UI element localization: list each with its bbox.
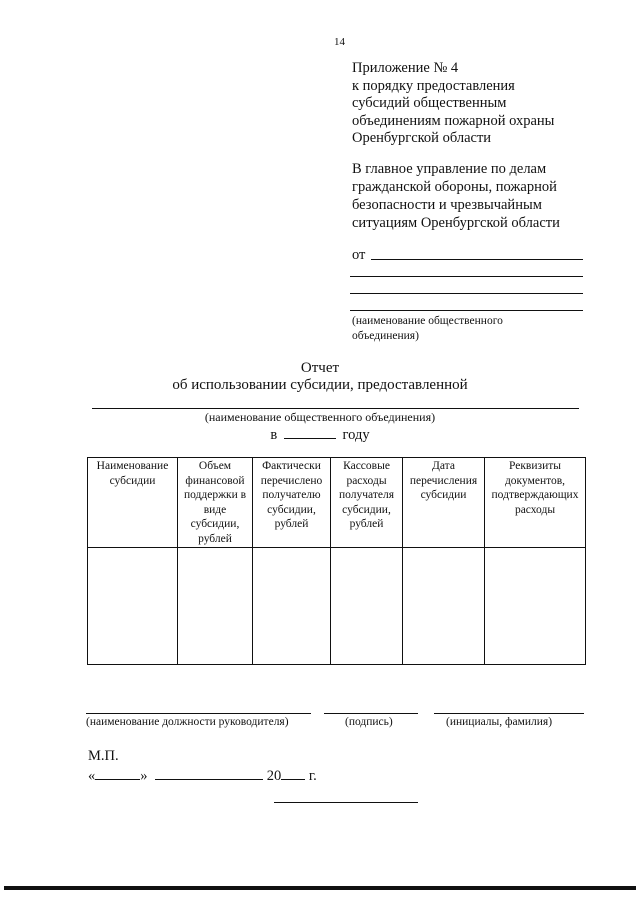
stamp-place: М.П.: [88, 748, 119, 764]
name-caption: (инициалы, фамилия): [446, 716, 553, 728]
from-underline: [350, 310, 583, 311]
org-underline: [92, 408, 579, 409]
table-cell: [403, 548, 485, 665]
page-bottom-edge: [4, 886, 636, 890]
table-header-cell: Наименование субсидии: [88, 458, 178, 548]
date-close-quote: »: [140, 768, 148, 784]
table-cell: [88, 548, 178, 665]
bottom-signature-line: [274, 802, 418, 803]
table-header-cell: Фактически перечислено получателю субсидии, рублей: [253, 458, 331, 548]
month-blank: [155, 767, 263, 780]
position-underline: [86, 713, 311, 714]
year-suffix: году: [342, 427, 370, 443]
table-cell: [178, 548, 253, 665]
appendix-line: субсидий общественным: [352, 95, 507, 111]
year-blank: [281, 767, 305, 780]
table-cell: [253, 548, 331, 665]
date-open-quote: «: [88, 768, 96, 784]
addressee-line: В главное управление по делам: [352, 161, 547, 177]
table-header-cell: Реквизиты документов, подтверждающих расходы: [485, 458, 586, 548]
from-underline: [350, 293, 583, 294]
year-row: [0, 426, 640, 444]
table-header-cell: Дата перечисления субсидии: [403, 458, 485, 548]
table-header-cell: Кассовые расходы получателя субсидии, рублей: [331, 458, 403, 548]
table-header-cell: Объем финансовой поддержки в виде субсидии, рублей: [178, 458, 253, 548]
addressee-block: [352, 160, 560, 232]
date-year-suffix: г.: [308, 768, 317, 784]
subsidy-report-table: [87, 457, 586, 665]
addressee-line: гражданской обороны, пожарной: [352, 179, 557, 195]
appendix-line: к порядку предоставления: [352, 77, 515, 94]
signature-caption: (подпись): [345, 716, 393, 728]
date-row: [88, 767, 317, 785]
report-subtitle: об использовании субсидии, предоставленной: [172, 377, 468, 393]
appendix-line: объединениям пожарной охраны: [352, 112, 555, 129]
table-header-row: [88, 458, 586, 548]
from-label: от: [352, 247, 366, 263]
table-cell: [331, 548, 403, 665]
appendix-block: [352, 60, 554, 148]
date-year-prefix: 20: [266, 768, 282, 784]
appendix-line: Приложение № 4: [352, 60, 459, 76]
day-blank: [95, 767, 140, 780]
from-underline: [371, 259, 583, 260]
addressee-line: безопасности и чрезвычайным: [352, 197, 542, 213]
position-caption: (наименование должности руководителя): [86, 716, 289, 728]
table-row: [88, 548, 586, 665]
addressee-line: ситуациям Оренбургской области: [352, 215, 560, 231]
appendix-line: Оренбургской области: [352, 130, 492, 146]
signature-underline: [324, 713, 418, 714]
year-prefix: в: [270, 427, 278, 443]
note-line: (наименование общественного: [352, 315, 503, 327]
org-note: (наименование общественного объединения): [204, 410, 436, 424]
org-name-note: [352, 314, 503, 344]
table-cell: [485, 548, 586, 665]
page-number: 14: [334, 36, 345, 48]
note-line: объединения): [352, 330, 419, 342]
name-underline: [434, 713, 584, 714]
year-blank: [284, 426, 336, 439]
from-underline: [350, 276, 583, 277]
report-title: Отчет: [300, 360, 340, 376]
